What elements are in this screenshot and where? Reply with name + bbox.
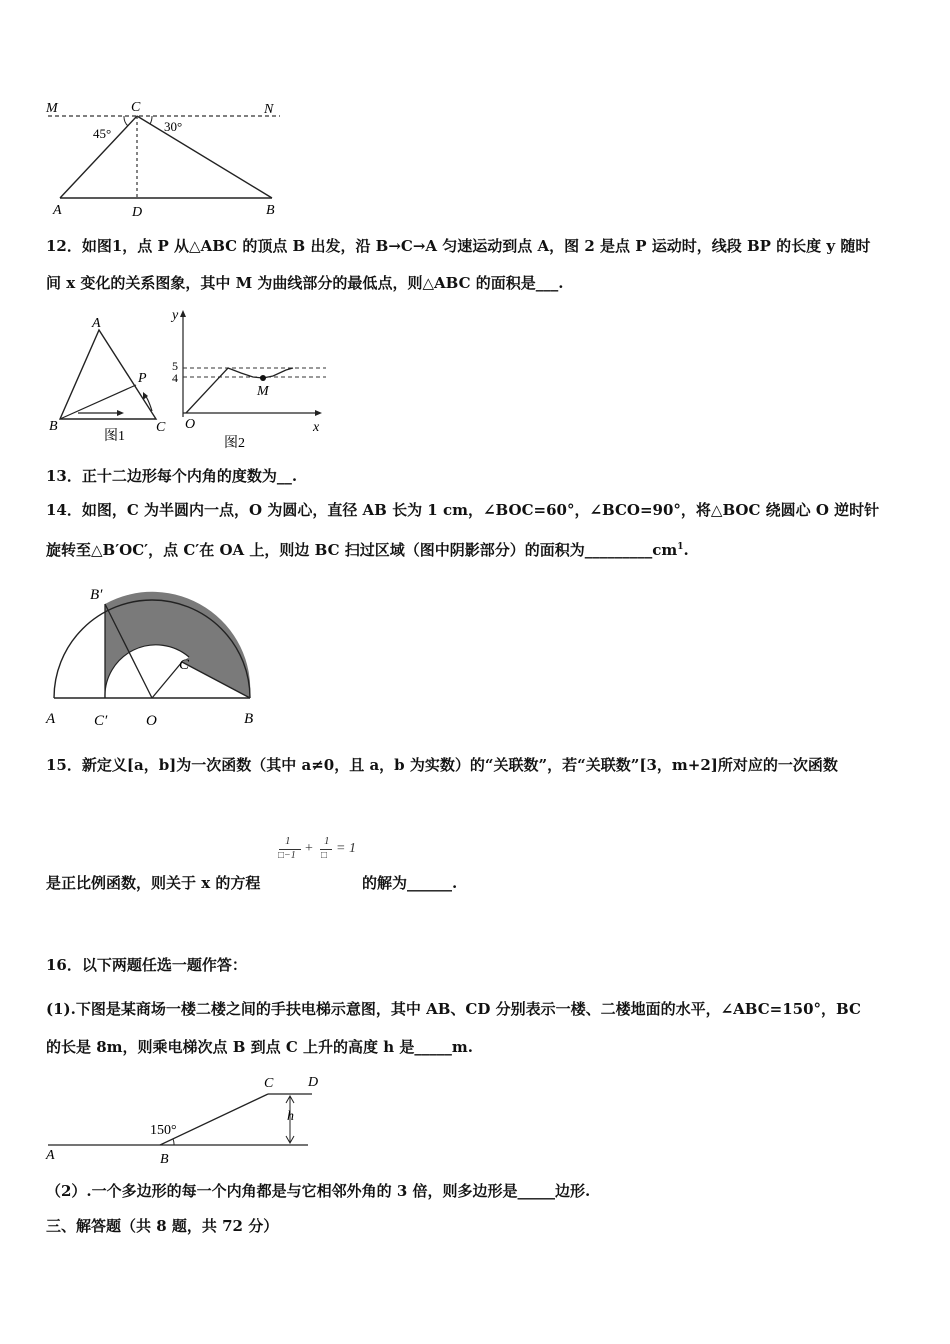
x-arrowhead — [315, 410, 322, 416]
segment-o-c — [152, 662, 182, 698]
label-a: A — [46, 1148, 55, 1163]
q16-p1-line2: 的长是 8m，则乘电梯次点 B 到点 C 上升的高度 h 是_____m. — [46, 1038, 473, 1056]
graph-curve — [186, 368, 293, 413]
figure-14 — [40, 575, 270, 735]
label-m: M — [46, 101, 58, 116]
q14-line2 — [46, 537, 689, 560]
y-arrowhead — [180, 310, 186, 317]
label-c: C — [156, 420, 166, 435]
q12-line1: 12．如图1，点 P 从△ABC 的顶点 B 出发，沿 B→C→A 匀速运动到点 A，图 2 是点 P 运动时，线段 BP 的长度 y 随时 — [46, 237, 871, 255]
caption-fig1: 图1 — [104, 429, 125, 444]
eq-equals: = 1 — [336, 841, 356, 856]
label-b: B — [49, 419, 58, 434]
angle-arc — [173, 1139, 174, 1145]
label-n: N — [264, 102, 274, 117]
label-y: y — [172, 308, 179, 323]
label-c: C — [131, 100, 141, 115]
point-m — [260, 375, 266, 381]
q16-p2: （2）.一个多边形的每一个内角都是与它相邻外角的 3 倍，则多边形是_____边形. — [46, 1182, 591, 1200]
angle-150-label: 150° — [150, 1123, 177, 1138]
q14-line2-end: . — [683, 541, 689, 559]
label-h: h — [287, 1109, 294, 1124]
label-d: D — [132, 205, 143, 220]
eq-den2: □ — [321, 850, 328, 861]
tick-5: 5 — [172, 359, 178, 373]
label-o: O — [146, 713, 157, 729]
q15-line2-b: 的解为______. — [362, 874, 458, 892]
segment-bp — [60, 385, 136, 419]
eq-num2: 1 — [324, 835, 330, 847]
label-p: P — [138, 371, 147, 386]
q13-text: 13．正十二边形每个内角的度数为__. — [46, 467, 298, 485]
label-b: B — [266, 203, 275, 218]
label-c-prime: C′ — [94, 713, 108, 729]
q16-intro: 16．以下两题任选一题作答： — [46, 956, 247, 974]
angle-45-label: 45° — [93, 126, 112, 141]
q16-p1-line1: (1).下图是某商场一楼二楼之间的手扶电梯示意图，其中 AB、CD 分别表示一楼、二楼地面的水平，∠ABC=150°，BC — [46, 1000, 861, 1018]
eq-num1: 1 — [285, 835, 291, 847]
label-m: M — [257, 384, 269, 399]
eq-den1: □−1 — [278, 850, 296, 861]
label-b: B — [160, 1152, 169, 1167]
equation — [276, 834, 376, 866]
q12-line2: 间 x 变化的关系图象，其中 M 为曲线部分的最低点，则△ABC 的面积是___. — [46, 274, 564, 292]
label-d: D — [308, 1075, 319, 1090]
tick-4: 4 — [172, 371, 178, 385]
label-x: x — [313, 420, 320, 435]
q15-line2-a: 是正比例函数，则关于 x 的方程 — [46, 874, 261, 892]
label-o: O — [185, 417, 196, 432]
label-b: B — [244, 711, 254, 727]
label-a: A — [53, 203, 62, 218]
angle-arc-left — [124, 116, 128, 126]
figure-12-1 — [44, 312, 174, 452]
label-a: A — [92, 316, 101, 331]
angle-30-label: 30° — [164, 119, 183, 134]
segment-cb — [137, 116, 272, 198]
arrowhead-bc — [117, 410, 124, 416]
figure-11 — [40, 96, 290, 221]
figure-12-2 — [166, 306, 331, 454]
shaded-region — [105, 592, 250, 698]
figure-16 — [40, 1070, 325, 1168]
eq-plus: + — [305, 841, 313, 856]
q14-line2-main: 旋转至△B′OC′，点 C′在 OA 上，则边 BC 扫过区域（图中阴影部分）的面积为_________cm — [46, 541, 678, 559]
angle-arc-right — [150, 116, 152, 124]
label-a: A — [46, 711, 56, 727]
label-c: C — [264, 1076, 274, 1091]
q14-line2-sup: 1 — [677, 542, 684, 552]
q14-line1: 14．如图，C 为半圆内一点，O 为圆心，直径 AB 长为 1 cm，∠BOC=60°，∠BCO=90°，将△BOC 绕圆心 O 逆时针 — [46, 501, 880, 519]
label-c: C — [179, 657, 190, 673]
caption-fig2: 图2 — [224, 436, 245, 451]
label-b-prime: B′ — [90, 587, 103, 603]
q15-line1: 15．新定义[a，b]为一次函数（其中 a≠0，且 a，b 为实数）的“关联数”，若“关联数”[3，m+2]所对应的一次函数 — [46, 756, 838, 774]
section3-title: 三、解答题（共 8 题，共 72 分） — [46, 1217, 279, 1235]
